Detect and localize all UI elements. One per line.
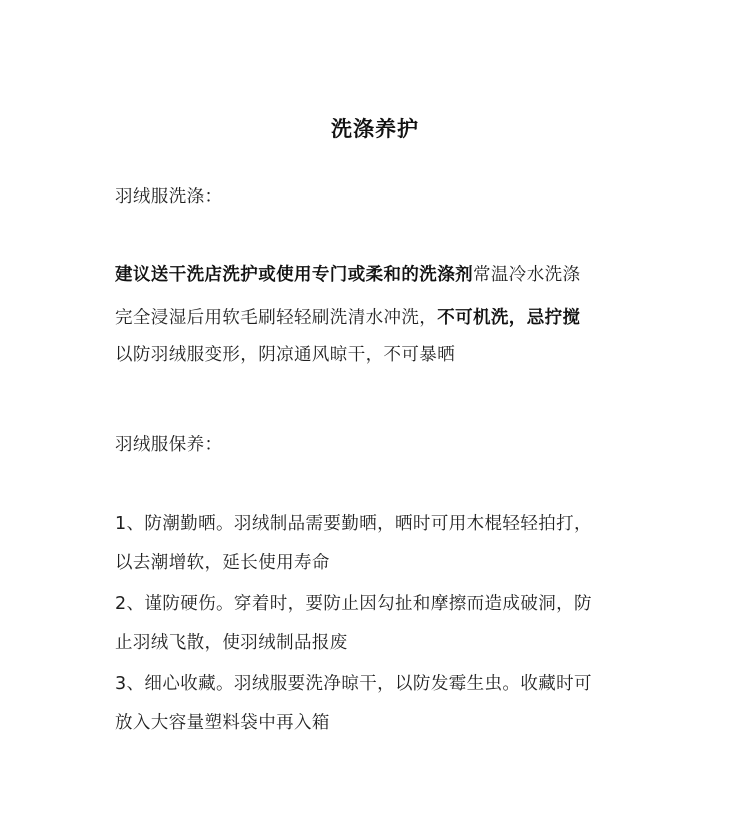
care-item-1-line-1: 1、防潮勤晒。羽绒制品需要勤晒，晒时可用木棍轻轻拍打， — [115, 514, 592, 534]
care-item-1-line-2: 以去潮增软，延长使用寿命 — [115, 553, 330, 573]
care-item-3-line-2: 放入大容量塑料袋中再入箱 — [115, 713, 330, 733]
washing-heading: 羽绒服洗涤： — [115, 187, 223, 207]
washing-line-1 — [115, 262, 715, 288]
care-heading: 羽绒服保养： — [115, 435, 223, 455]
washing-line-2-emphasis: 不可机洗，忌拧搅 — [437, 308, 581, 328]
care-item-2-line-1: 2、谨防硬伤。穿着时，要防止因勾扯和摩擦而造成破洞，防 — [115, 594, 592, 614]
washing-line-2-text: 完全浸湿后用软毛刷轻轻刷洗清水冲洗， — [115, 308, 438, 328]
washing-line-2 — [115, 305, 715, 331]
care-item-2-line-2: 止羽绒飞散，使羽绒制品报废 — [115, 633, 348, 653]
page-title: 洗涤养护 — [331, 117, 419, 141]
washing-line-1-emphasis: 建议送干洗店洗护或使用专门或柔和的洗涤剂 — [115, 265, 473, 285]
washing-line-1-rest: 常温冷水洗涤 — [473, 265, 581, 285]
care-item-3-line-1: 3、细心收藏。羽绒服要洗净晾干，以防发霉生虫。收藏时可 — [115, 674, 592, 694]
washing-line-3: 以防羽绒服变形，阴凉通风晾干，不可暴晒 — [115, 345, 456, 365]
